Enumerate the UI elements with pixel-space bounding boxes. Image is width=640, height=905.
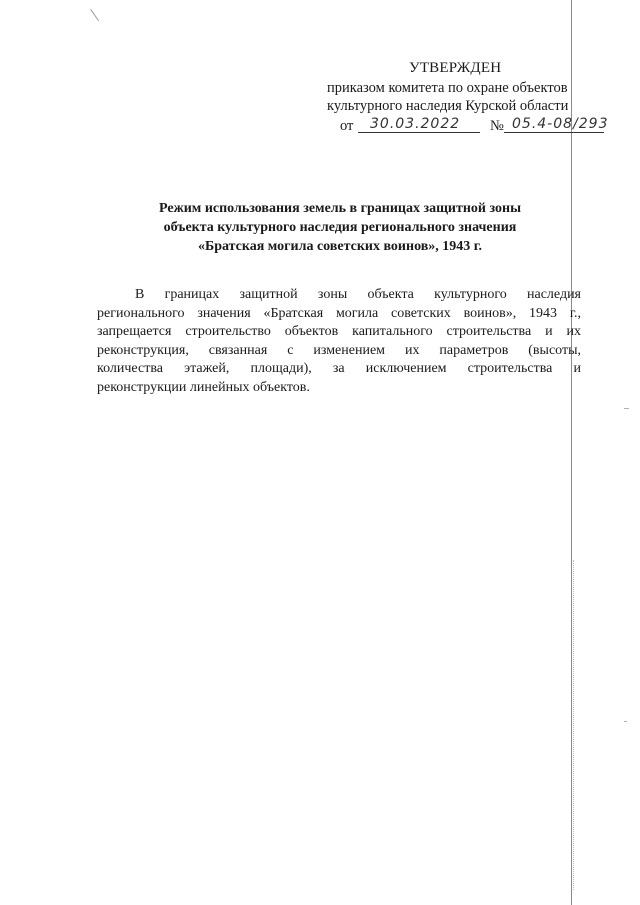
approval-title: УТВЕРЖДЕН: [409, 60, 502, 76]
heading-line-3: «Братская могила советских воинов», 1943 г.: [197, 239, 483, 254]
body-line: регионального значения «Братская могила советских воинов», 1943 г.,: [97, 305, 581, 321]
body-line: реконструкция, связанная с изменением их параметров (высоты,: [97, 342, 581, 358]
body-line: реконструкции линейных объектов.: [97, 379, 310, 395]
scan-dotted-line: [573, 560, 574, 890]
heading-line-2: объекта культурного наследия регионального значения: [163, 220, 517, 235]
number-prefix: №: [490, 118, 504, 134]
approval-date-number-row: [340, 118, 640, 140]
scan-corner-mark: [90, 9, 99, 21]
approval-line-1: приказом комитета по охране объектов: [327, 80, 568, 96]
date-prefix: от: [340, 118, 354, 134]
date-underline: [358, 132, 480, 133]
document-heading: [90, 199, 590, 256]
body-line: В границах защитной зоны объекта культурного наследия: [135, 287, 581, 302]
scan-margin-tick: [624, 408, 629, 409]
body-line: количества этажей, площади), за исключением строительства и: [97, 361, 581, 377]
heading-line-1: Режим использования земель в границах защитной зоны: [158, 201, 522, 216]
handwritten-number: 05.4-08/293: [512, 116, 609, 132]
scan-margin-tick: [624, 721, 627, 722]
number-underline: [504, 132, 604, 133]
body-line: запрещается строительство объектов капитального строительства и их: [97, 324, 581, 340]
body-paragraph: [97, 286, 581, 398]
approval-line-2: культурного наследия Курской области: [327, 98, 569, 114]
handwritten-date: 30.03.2022: [370, 116, 461, 132]
